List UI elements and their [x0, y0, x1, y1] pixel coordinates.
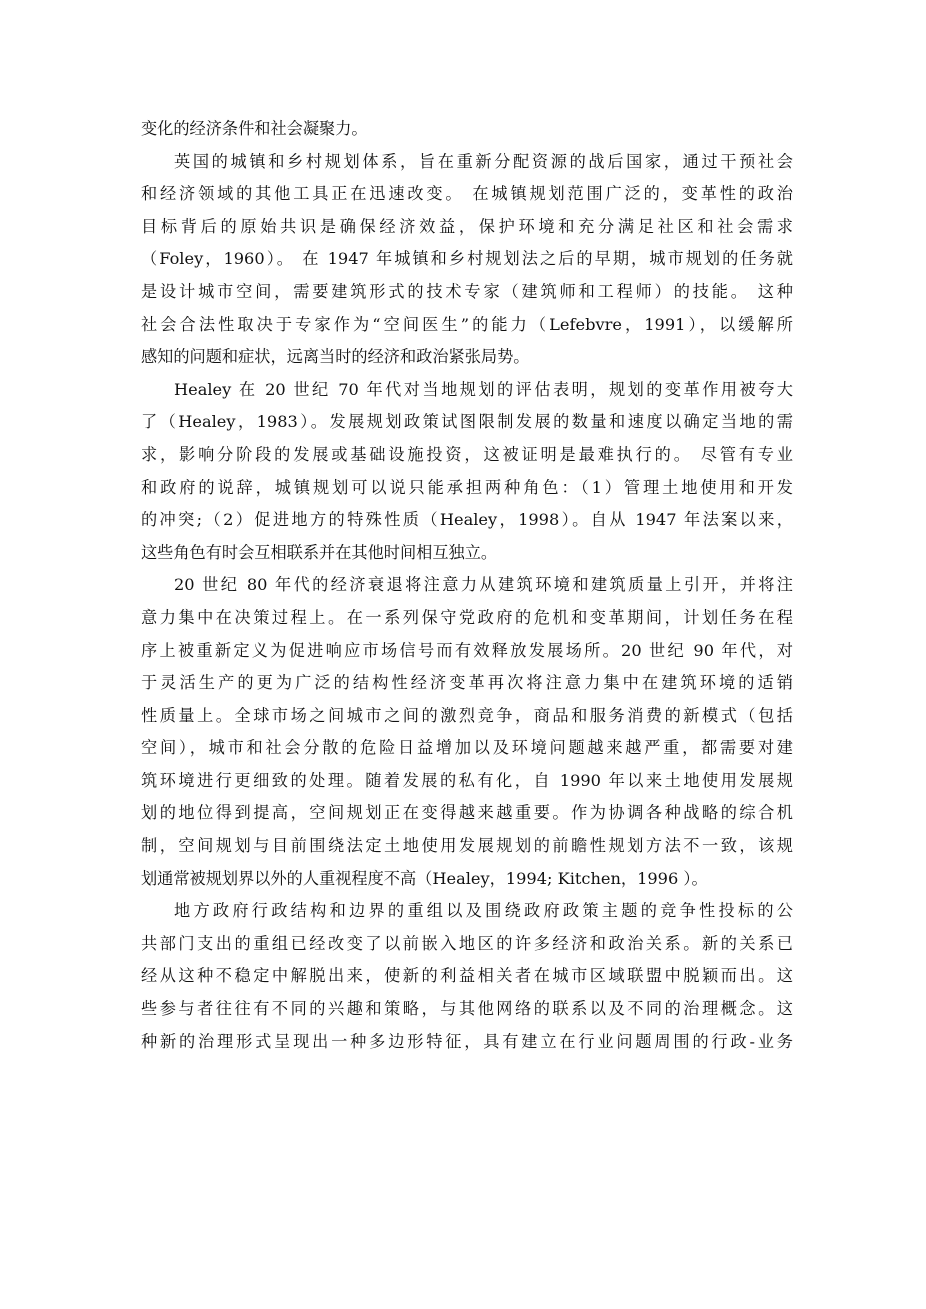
text-line: 性质量上。全球市场之间城市之间的激烈竞争，商品和服务消费的新模式（包括 [141, 705, 793, 725]
text-line: 种新的治理形式呈现出一种多边形特征，具有建立在行业问题周围的行政-业务 [141, 1031, 793, 1051]
text-line: 和经济领域的其他工具正在迅速改变。 在城镇规划范围广泛的，变革性的政治 [141, 184, 793, 204]
text-line: 求，影响分阶段的发展或基础设施投资，这被证明是最难执行的。 尽管有专业 [141, 444, 793, 464]
text-line: 的冲突;（2）促进地方的特殊性质（Healey，1998）。自从 1947 年法案以来， [141, 510, 793, 530]
paragraph [141, 569, 793, 895]
text-line: 制，空间规划与目前围绕法定土地使用发展规划的前瞻性规划方法不一致，该规 [141, 836, 793, 856]
text-line: 变化的经济条件和社会凝聚力。 [141, 119, 368, 138]
paragraph [141, 895, 793, 1058]
text-line: 划通常被规划界以外的人重视程度不高（Healey，1994; Kitchen，1996 ）。 [141, 868, 708, 888]
text-line: 这些角色有时会互相联系并在其他时间相互独立。 [141, 542, 498, 562]
text-line: 社会合法性取决于专家作为“空间医生”的能力（Lefebvre，1991），以缓解所 [141, 314, 793, 334]
text-line: 和政府的说辞，城镇规划可以说只能承担两种角色：（1）管理土地使用和开发 [141, 477, 793, 497]
text-line: 划的地位得到提高，空间规划正在变得越来越重要。作为协调各种战略的综合机 [141, 803, 793, 823]
text-line: 序上被重新定义为促进响应市场信号而有效释放发展场所。20 世纪 90 年代，对 [141, 640, 793, 660]
text-line: Healey 在 20 世纪 70 年代对当地规划的评估表明，规划的变革作用被夸大 [174, 379, 793, 399]
paragraph [141, 113, 793, 146]
text-line: 英国的城镇和乡村规划体系，旨在重新分配资源的战后国家，通过干预社会 [174, 151, 793, 171]
text-line: 感知的问题和症状，远离当时的经济和政治紧张局势。 [141, 347, 530, 367]
text-line: 地方政府行政结构和边界的重组以及围绕政府政策主题的竞争性投标的公 [174, 901, 793, 921]
paragraph [141, 374, 793, 570]
text-line: 了（Healey，1983）。发展规划政策试图限制发展的数量和速度以确定当地的需 [141, 412, 793, 432]
text-line: 是设计城市空间，需要建筑形式的技术专家（建筑师和工程师）的技能。 这种 [141, 281, 793, 301]
text-line: 20 世纪 80 年代的经济衰退将注意力从建筑环境和建筑质量上引开，并将注 [174, 575, 793, 595]
text-line: 共部门支出的重组已经改变了以前嵌入地区的许多经济和政治关系。新的关系已 [141, 933, 793, 953]
text-line: 些参与者往往有不同的兴趣和策略，与其他网络的联系以及不同的治理概念。这 [141, 999, 793, 1019]
text-line: 于灵活生产的更为广泛的结构性经济变革再次将注意力集中在建筑环境的适销 [141, 673, 793, 693]
text-line: 空间），城市和社会分散的危险日益增加以及环境问题越来越严重，都需要对建 [141, 738, 793, 758]
body-text [141, 113, 793, 1058]
text-line: 意力集中在决策过程上。在一系列保守党政府的危机和变革期间，计划任务在程 [141, 607, 793, 627]
paragraph [141, 146, 793, 374]
text-line: （Foley，1960）。 在 1947 年城镇和乡村规划法之后的早期，城市规划的任务就 [141, 249, 793, 269]
text-line: 筑环境进行更细致的处理。随着发展的私有化，自 1990 年以来土地使用发展规 [141, 770, 793, 790]
text-line: 经从这种不稳定中解脱出来，使新的利益相关者在城市区域联盟中脱颖而出。这 [141, 966, 793, 986]
text-line: 目标背后的原始共识是确保经济效益，保护环境和充分满足社区和社会需求 [141, 216, 793, 236]
